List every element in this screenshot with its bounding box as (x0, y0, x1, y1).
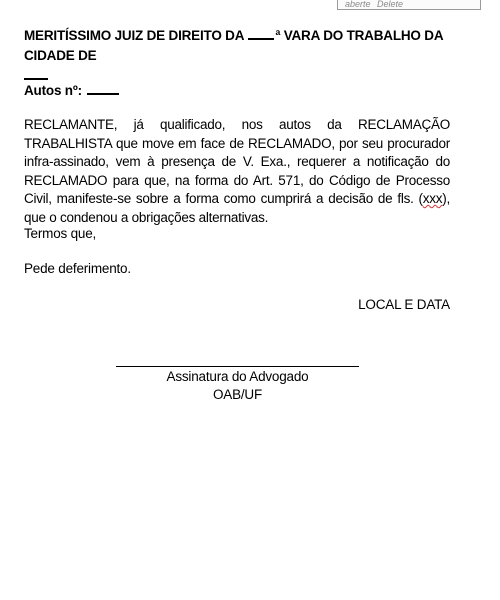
autos-line (24, 80, 119, 100)
petition-body (24, 116, 450, 227)
heading-part2: ª VARA DO TRABALHO DA CIDADE DE (24, 28, 443, 63)
signature-block (116, 368, 359, 404)
heading-blank-city (24, 66, 48, 80)
toolbar-item-delete[interactable]: Delete (377, 0, 404, 9)
toolbar-item-aberte[interactable]: aberte (345, 0, 371, 9)
heading-blank-vara-number (248, 25, 274, 40)
top-toolbar (337, 0, 481, 10)
signature-line (116, 366, 359, 367)
body-misspelled-word: xxx (422, 191, 443, 206)
body-text-part2: ), que o condenou a obrigações alternativas. (24, 191, 450, 225)
heading-part1: MERITÍSSIMO JUIZ DE DIREITO DA (24, 28, 244, 43)
autos-label: Autos nº: (24, 83, 82, 98)
closing-termos-que: Termos que, (24, 226, 97, 241)
closing-pede-deferimento: Pede deferimento. (24, 261, 131, 276)
autos-blank (87, 80, 119, 95)
body-text-part1: RECLAMANTE, já qualificado, nos autos da RECLAMAÇÃO TRABALHISTA que move em face de RECLAMADO, por seu procurador infra-assinado, vem à presença de V. Exa., requerer a notificação do RECLAMADO para que, na forma do Art. 571, do Código de Processo Civil, manifeste-se sobre a forma como cumprirá a decisão de fls. ( (24, 117, 450, 206)
document-heading (24, 25, 456, 80)
local-and-date: LOCAL E DATA (358, 297, 450, 312)
signature-oab: OAB/UF (212, 387, 263, 402)
signature-name: Assinatura do Advogado (166, 369, 309, 384)
